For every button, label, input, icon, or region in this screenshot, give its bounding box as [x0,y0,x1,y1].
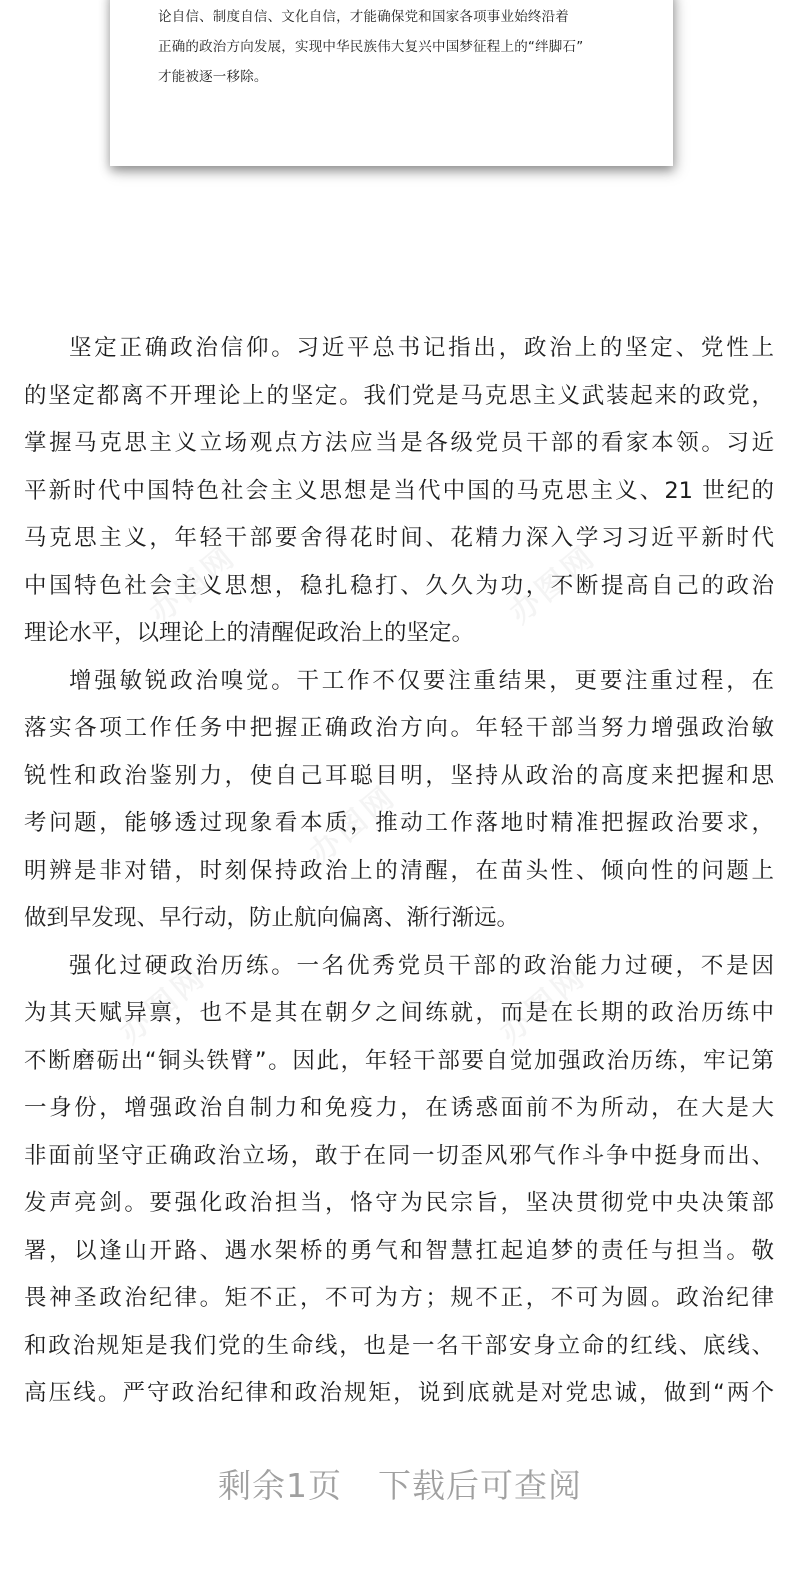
text-line: 和政治规矩是我们党的生命线，也是一名干部安身立命的红线、底线、 [24,1332,774,1359]
paragraph-political-sense [24,658,774,943]
text-line: 高压线。严守政治纪律和政治规矩，说到底就是对党忠诚，做到“两个 [24,1380,774,1406]
text-line: 为其天赋异禀，也不是其在朝夕之间练就，而是在长期的政治历练中 [24,1000,774,1026]
text-line: 增强敏锐政治嗅觉。干工作不仅要注重结果，更要注重过程，在 [69,667,774,694]
text-line: 非面前坚守正确政治立场，敢于在同一切歪风邪气作斗争中挺身而出、 [24,1142,774,1169]
text-line: 署，以逢山开路、遇水架桥的勇气和智慧扛起追梦的责任与担当。敬 [24,1237,774,1264]
text-line: 明辨是非对错，时刻保持政治上的清醒，在苗头性、倾向性的问题上 [24,857,774,884]
text-line: 做到早发现、早行动，防止航向偏离、渐行渐远。 [24,905,520,931]
text-line: 坚定正确政治信仰。习近平总书记指出，政治上的坚定、党性上 [69,335,774,361]
paragraph-political-belief [24,325,774,658]
text-line: 平新时代中国特色社会主义思想是当代中国的马克思主义、21 世纪的 [24,477,774,504]
article-body [24,325,774,1418]
text-line: 中国特色社会主义思想，稳扎稳打、久久为功，不断提高自己的政治 [24,572,774,599]
quote-line: 才能被逐一移除。 [158,69,268,85]
quote-line: 正确的政治方向发展，实现中华民族伟大复兴中国梦征程上的“绊脚石” [158,39,584,55]
text-line: 发声亮剑。要强化政治担当，恪守为民宗旨，坚决贯彻党中央决策部 [24,1190,774,1216]
text-line: 强化过硬政治历练。一名优秀党员干部的政治能力过硬，不是因 [69,952,774,979]
remaining-pages-label: 剩余1页 [218,1466,342,1505]
text-line: 考问题，能够透过现象看本质，推动工作落地时精准把握政治要求， [24,810,774,836]
paragraph-political-training [24,943,774,1418]
download-to-view-label: 下载后可查阅 [378,1466,582,1505]
text-line: 一身份，增强政治自制力和免疫力，在诱惑面前不为所动，在大是大 [24,1095,774,1121]
text-line: 的坚定都离不开理论上的坚定。我们党是马克思主义武装起来的政党， [24,382,774,409]
quote-card-text [158,2,638,92]
text-line: 马克思主义，年轻干部要舍得花时间、花精力深入学习习近平新时代 [24,525,774,551]
quote-card [110,0,673,166]
text-line: 落实各项工作任务中把握正确政治方向。年轻干部当努力增强政治敏 [24,715,774,741]
text-line: 掌握马克思主义立场观点方法应当是各级党员干部的看家本领。习近 [24,430,774,456]
text-line: 锐性和政治鉴别力，使自己耳聪目明，坚持从政治的高度来把握和思 [24,762,774,789]
quote-line: 论自信、制度自信、文化自信，才能确保党和国家各项事业始终沿着 [158,9,569,25]
text-line: 理论水平，以理论上的清醒促政治上的坚定。 [24,620,475,646]
remaining-pages-prompt[interactable] [0,1460,800,1507]
text-line: 畏神圣政治纪律。矩不正，不可为方；规不正，不可为圆。政治纪律 [24,1285,774,1311]
text-line: 不断磨砺出“铜头铁臂”。因此，年轻干部要自觉加强政治历练，牢记第 [24,1047,774,1074]
